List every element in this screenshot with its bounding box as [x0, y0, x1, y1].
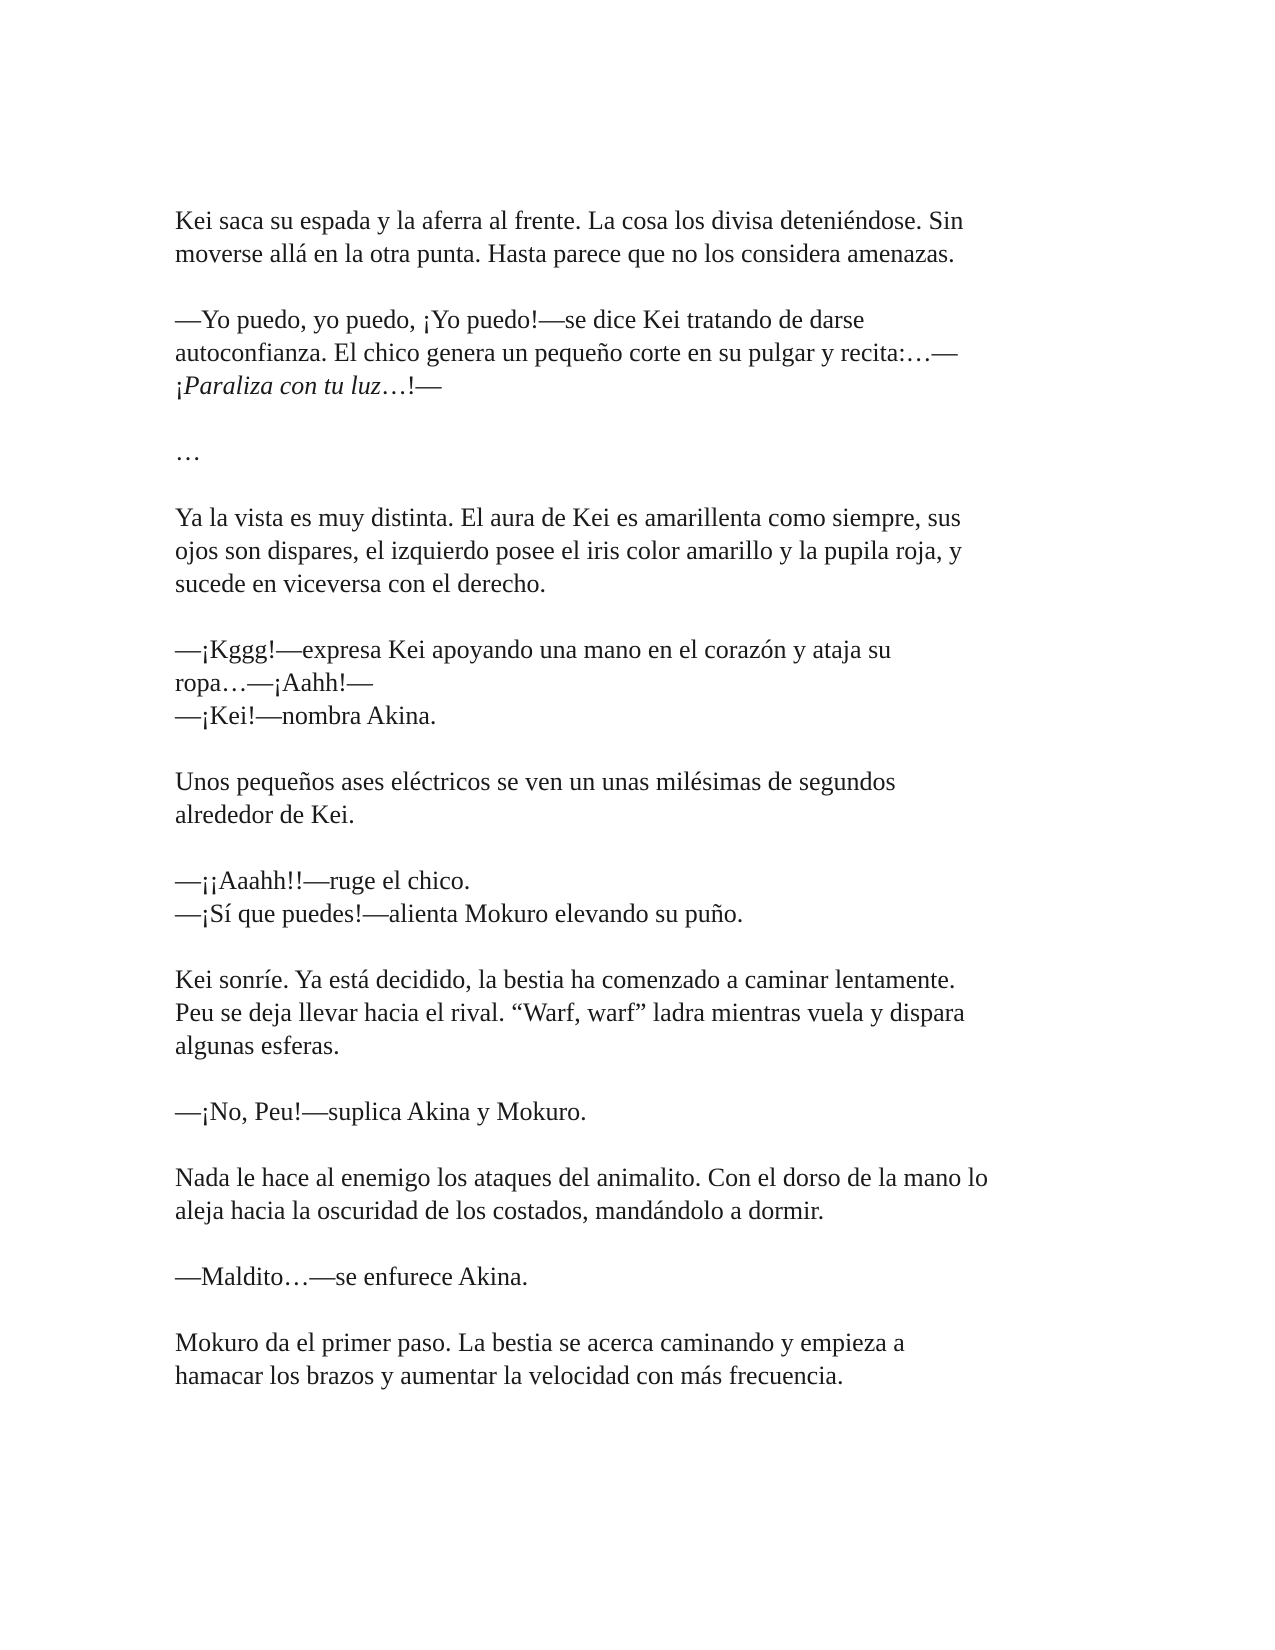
paragraph [175, 765, 1095, 831]
text-line: algunas esferas. [175, 1031, 340, 1060]
paragraph [175, 1260, 1095, 1293]
text-line: Kei saca su espada y la aferra al frente. La cosa los divisa deteniéndose. Sin [175, 206, 964, 235]
italic-incantation: Paraliza con tu luz [183, 371, 381, 400]
text-line: hamacar los brazos y aumentar la velocidad con más frecuencia. [175, 1361, 844, 1390]
text-line: moverse allá en la otra punta. Hasta parece que no los considera amenazas. [175, 239, 955, 268]
text-line: —Yo puedo, yo puedo, ¡Yo puedo!—se dice Kei tratando de darse [175, 305, 865, 334]
text-line: —¡Kggg!—expresa Kei apoyando una mano en el corazón y ataja su [175, 635, 892, 664]
paragraph [175, 1095, 1095, 1128]
text-line: ropa…—¡Aahh!— [175, 668, 373, 697]
text-line: alrededor de Kei. [175, 800, 355, 829]
text-line: ojos son dispares, el izquierdo posee el iris color amarillo y la pupila roja, y [175, 536, 963, 565]
text-line: Kei sonríe. Ya está decidido, la bestia ha comenzado a caminar lentamente. [175, 965, 956, 994]
paragraph [175, 864, 1095, 930]
text-line: —¡Sí que puedes!—alienta Mokuro elevando su puño. [175, 899, 744, 928]
paragraph [175, 204, 1095, 270]
text-line: —¡Kei!—nombra Akina. [175, 701, 437, 730]
ellipsis-line: … [175, 437, 201, 466]
text-line: Unos pequeños ases eléctricos se ven un unas milésimas de segundos [175, 767, 896, 796]
paragraph [175, 435, 1095, 468]
text-line [175, 369, 1095, 402]
paragraph [175, 501, 1095, 600]
document-body [175, 204, 1095, 1392]
text-line: —¡No, Peu!—suplica Akina y Mokuro. [175, 1097, 587, 1126]
text-fragment: …!— [380, 371, 442, 400]
text-line: aleja hacia la oscuridad de los costados, mandándolo a dormir. [175, 1196, 825, 1225]
text-line: —Maldito…—se enfurece Akina. [175, 1262, 529, 1291]
paragraph [175, 1161, 1095, 1227]
paragraph [175, 963, 1095, 1062]
paragraph [175, 1326, 1095, 1392]
text-line: Peu se deja llevar hacia el rival. “Warf, warf” ladra mientras vuela y dispara [175, 998, 965, 1027]
paragraph [175, 303, 1095, 402]
text-line: Mokuro da el primer paso. La bestia se acerca caminando y empieza a [175, 1328, 905, 1357]
paragraph [175, 633, 1095, 732]
text-fragment: ¡ [175, 371, 184, 400]
text-line: Nada le hace al enemigo los ataques del animalito. Con el dorso de la mano lo [175, 1163, 988, 1192]
text-line: sucede en viceversa con el derecho. [175, 569, 547, 598]
text-line: autoconfianza. El chico genera un pequeño corte en su pulgar y recita:…— [175, 338, 958, 367]
text-line: —¡¡Aaahh!!—ruge el chico. [175, 866, 471, 895]
text-line: Ya la vista es muy distinta. El aura de Kei es amarillenta como siempre, sus [175, 503, 961, 532]
